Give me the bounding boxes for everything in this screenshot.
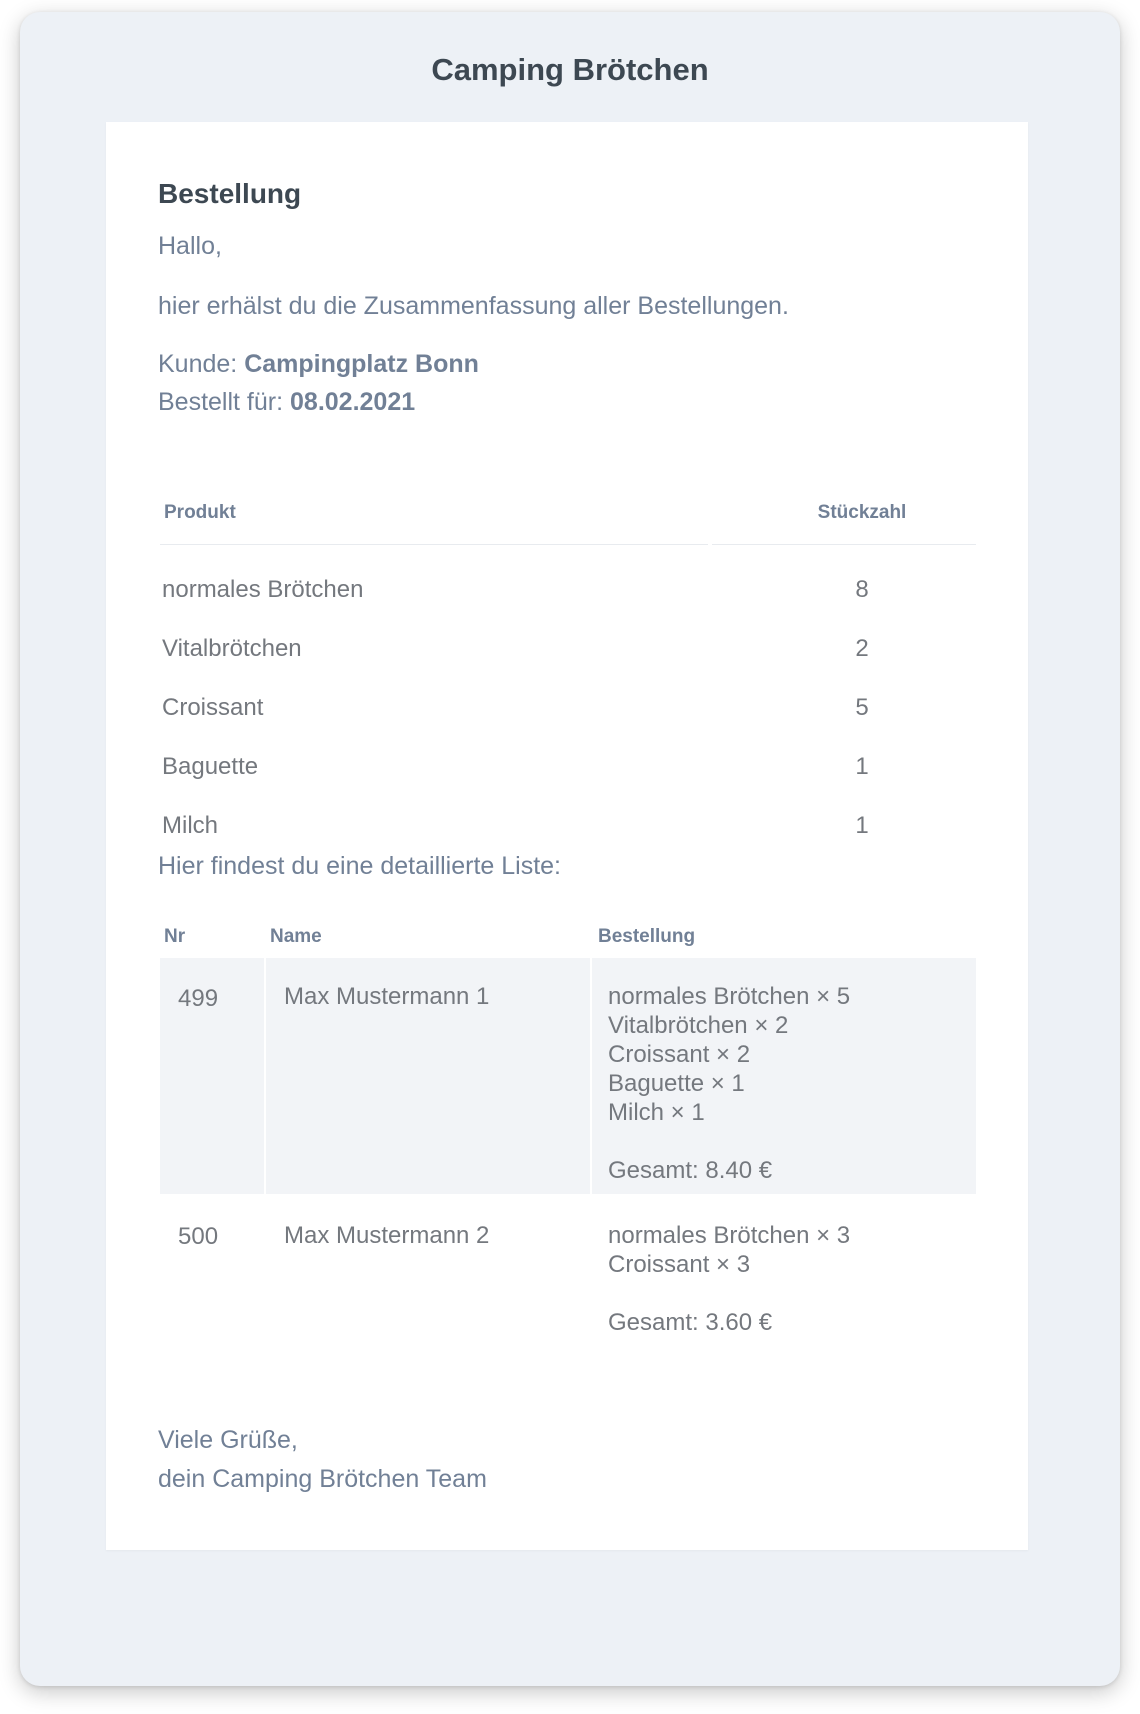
order-total: Gesamt: 8.40 €: [608, 1157, 773, 1184]
date-line: [158, 384, 415, 422]
detail-header-name: Name: [270, 926, 322, 947]
summary-qty: 2: [855, 635, 869, 662]
order-item: Vitalbrötchen × 2: [608, 1012, 789, 1039]
intro-text: hier erhälst du die Zusammenfassung aller Bestellungen.: [158, 292, 789, 320]
customer-name: Max Mustermann 1: [284, 983, 490, 1010]
detail-header-nr: Nr: [164, 926, 186, 947]
order-number: 500: [178, 1223, 219, 1250]
order-item: normales Brötchen × 5: [608, 983, 851, 1010]
order-item: Croissant × 2: [608, 1041, 751, 1068]
detail-intro-text: Hier findest du eine detaillierte Liste:: [158, 852, 562, 880]
customer-value: Campingplatz Bonn: [244, 350, 479, 378]
summary-product: Croissant: [162, 694, 264, 721]
order-item: Croissant × 3: [608, 1251, 751, 1278]
summary-header-product: Produkt: [164, 502, 236, 523]
summary-table: [160, 502, 976, 902]
order-items: [608, 1221, 850, 1337]
order-item: normales Brötchen × 3: [608, 1222, 851, 1249]
summary-header-divider: [712, 544, 976, 545]
email-heading: Bestellung: [158, 178, 302, 209]
summary-product: Baguette: [162, 753, 259, 780]
date-label: Bestellt für:: [158, 388, 284, 416]
order-number: 499: [178, 985, 219, 1012]
order-item: Milch × 1: [608, 1099, 705, 1126]
summary-product: Milch: [162, 812, 219, 839]
summary-product: Vitalbrötchen: [162, 635, 302, 662]
date-value: 08.02.2021: [290, 388, 416, 416]
detail-header-order: Bestellung: [598, 926, 696, 947]
greeting-text: Hallo,: [158, 232, 222, 260]
email-header-title: Camping Brötchen: [431, 52, 709, 87]
order-item: Baguette × 1: [608, 1070, 745, 1097]
summary-header-qty: Stückzahl: [817, 502, 907, 523]
customer-name: Max Mustermann 2: [284, 1222, 490, 1249]
order-items: [608, 982, 850, 1185]
summary-qty: 8: [855, 576, 869, 603]
email-card: [106, 122, 1028, 1550]
summary-header-divider: [160, 544, 708, 545]
closing-line-1: Viele Grüße,: [158, 1426, 298, 1454]
customer-label: Kunde:: [158, 350, 238, 378]
closing-line-2: dein Camping Brötchen Team: [158, 1465, 487, 1493]
email-window: [20, 12, 1120, 1686]
summary-qty: 5: [855, 694, 869, 721]
detail-table: [160, 912, 976, 1352]
summary-qty: 1: [855, 812, 869, 839]
order-total: Gesamt: 3.60 €: [608, 1309, 773, 1336]
summary-product: normales Brötchen: [162, 576, 364, 603]
summary-qty: 1: [855, 753, 869, 780]
customer-line: [158, 346, 479, 384]
